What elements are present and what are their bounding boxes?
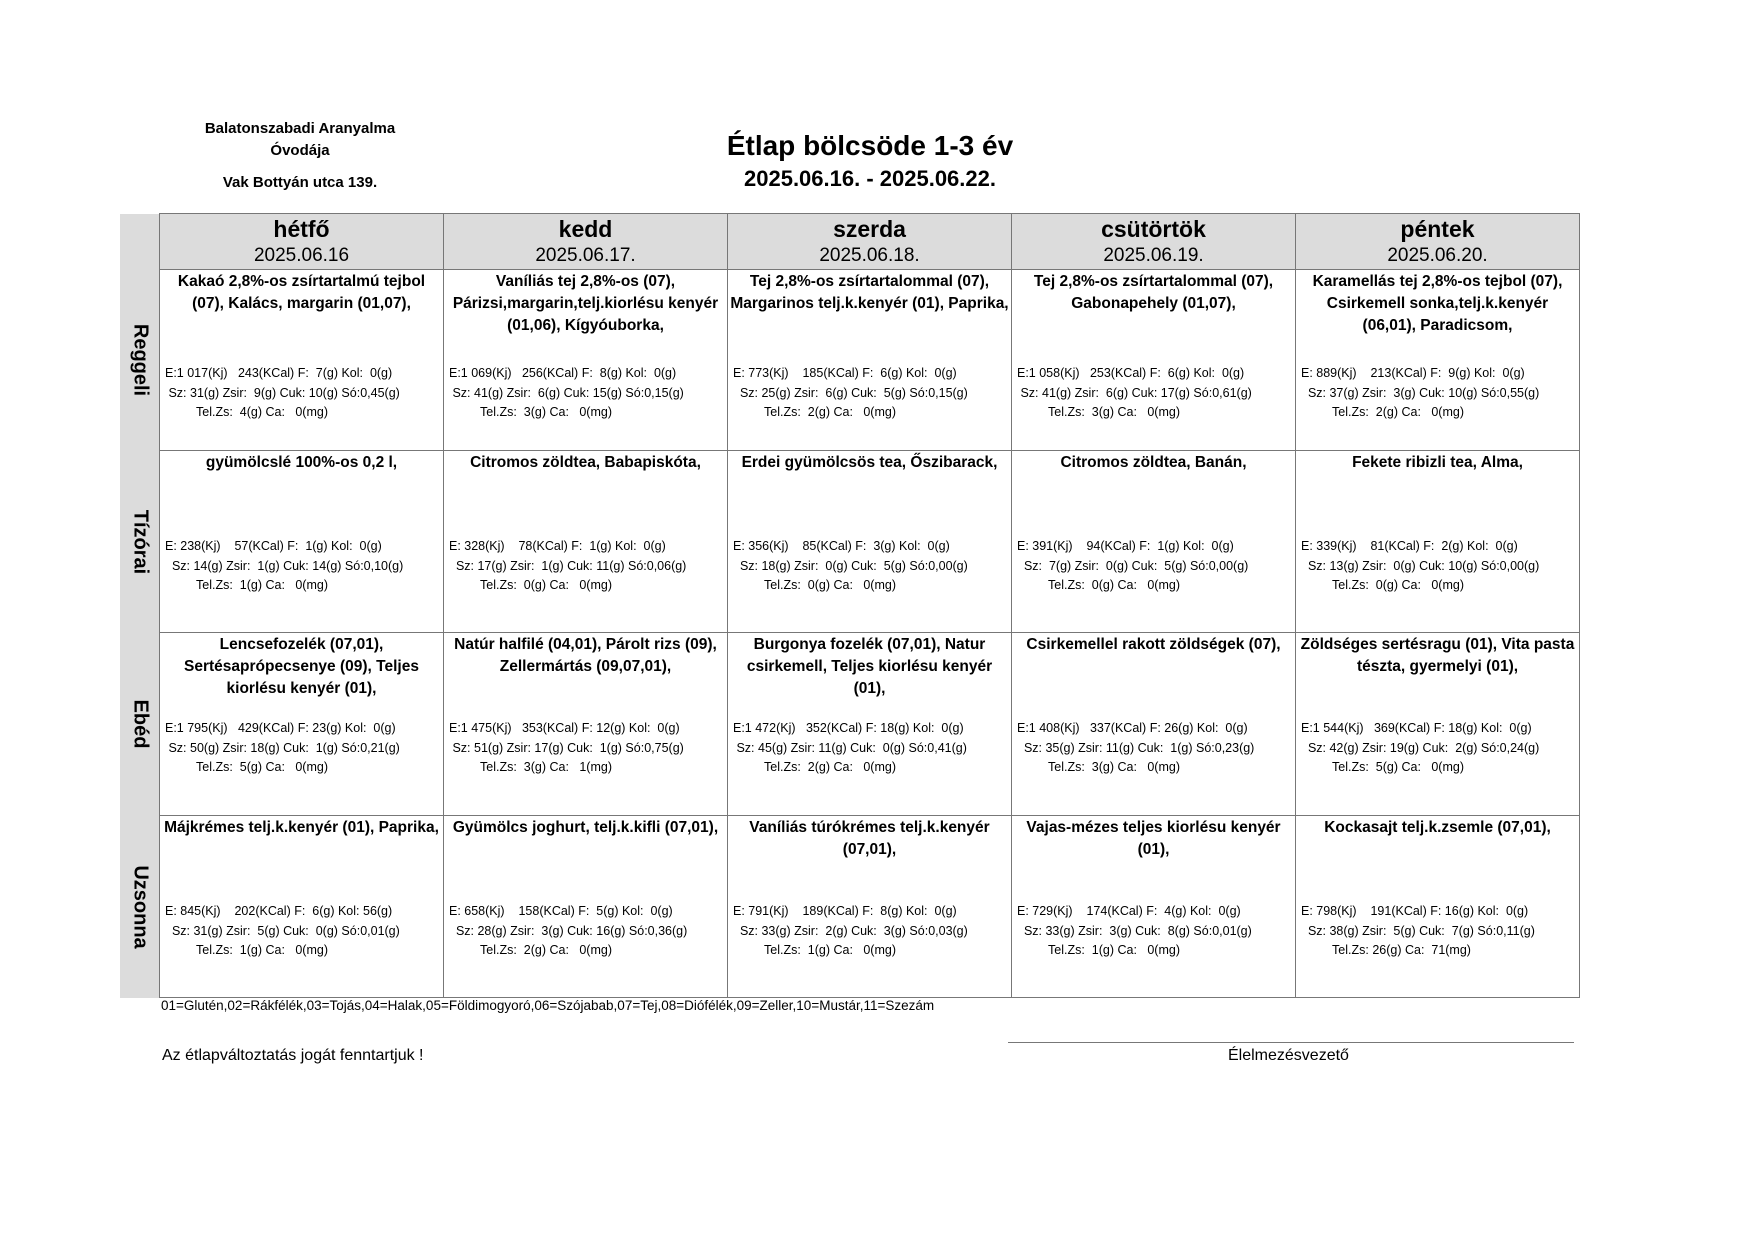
nutrition-line: Sz: 37(g) Zsir: 3(g) Cuk: 10(g) Só:0,55(g) — [1301, 385, 1540, 400]
nutrition-line: Sz: 41(g) Zsir: 6(g) Cuk: 17(g) Só:0,61(g) — [1017, 385, 1252, 400]
nutrition-info — [1017, 364, 1295, 423]
nutrition-info — [1017, 902, 1295, 961]
nutrition-line: Tel.Zs: 2(g) Ca: 0(mg) — [733, 760, 897, 774]
meal-row-tizorai — [120, 451, 1580, 633]
meal-label — [120, 270, 160, 451]
menu-cell — [160, 270, 444, 451]
nutrition-info — [1017, 719, 1295, 778]
nutrition-line: Sz: 28(g) Zsir: 3(g) Cuk: 16(g) Só:0,36(g) — [449, 923, 688, 938]
nutrition-info — [733, 719, 1011, 778]
nutrition-info — [1301, 719, 1579, 778]
nutrition-info — [165, 364, 443, 423]
meal-label-text: Uzsonna — [129, 864, 151, 949]
dish-text: Burgonya fozelék (07,01), Natur csirkemell, Teljes kiorlésu kenyér (01), — [746, 636, 993, 697]
dish-text: Vajas-mézes teljes kiorlésu kenyér (01), — [1026, 819, 1281, 858]
menu-cell — [444, 451, 728, 633]
nutrition-line: Tel.Zs: 0(g) Ca: 0(mg) — [733, 578, 897, 592]
nutrition-line: Sz: 14(g) Zsir: 1(g) Cuk: 14(g) Só:0,10(g) — [165, 558, 404, 573]
day-date: 2025.06.17. — [535, 245, 636, 266]
weekly-menu-table — [120, 213, 1580, 998]
nutrition-line: Tel.Zs: 3(g) Ca: 0(mg) — [449, 405, 613, 419]
day-name: szerda — [833, 216, 906, 242]
nutrition-line: E: 791(Kj) 189(KCal) F: 8(g) Kol: 0(g) — [733, 904, 957, 918]
menu-cell — [444, 633, 728, 816]
day-header — [444, 214, 728, 270]
nutrition-line: Tel.Zs: 2(g) Ca: 0(mg) — [1301, 405, 1465, 419]
dish-text: Vaníliás túrókrémes telj.k.kenyér (07,01), — [749, 819, 990, 858]
nutrition-line: Sz: 31(g) Zsir: 5(g) Cuk: 0(g) Só:0,01(g) — [165, 923, 400, 938]
menu-cell — [160, 633, 444, 816]
nutrition-info — [1301, 902, 1579, 961]
nutrition-line: Sz: 31(g) Zsir: 9(g) Cuk: 10(g) Só:0,45(g) — [165, 385, 400, 400]
signature-label: Élelmezésvezető — [1228, 1047, 1349, 1064]
menu-cell — [1012, 451, 1296, 633]
nutrition-line: Tel.Zs: 2(g) Ca: 0(mg) — [733, 405, 897, 419]
nutrition-info — [733, 364, 1011, 423]
institution-name — [180, 118, 420, 162]
dish-text: Fekete ribizli tea, Alma, — [1352, 454, 1523, 471]
day-header — [1012, 214, 1296, 270]
nutrition-line: Sz: 7(g) Zsir: 0(g) Cuk: 5(g) Só:0,00(g) — [1017, 558, 1249, 573]
nutrition-line: Tel.Zs: 1(g) Ca: 0(mg) — [165, 578, 329, 592]
nutrition-line: Tel.Zs: 0(g) Ca: 0(mg) — [1301, 578, 1465, 592]
meal-label-text: Tízórai — [129, 509, 151, 574]
dish-text: Lencsefozelék (07,01), Sertésaprópecsenye (09), Teljes kiorlésu kenyér (01), — [184, 636, 419, 697]
menu-cell — [728, 270, 1012, 451]
dish-text: Citromos zöldtea, Babapiskóta, — [470, 454, 701, 471]
day-header-row — [120, 214, 1580, 270]
menu-cell — [1296, 633, 1580, 816]
meal-label — [120, 816, 160, 998]
allergen-legend: 01=Glutén,02=Rákfélék,03=Tojás,04=Halak,05=Földimogyoró,06=Szójabab,07=Tej,08=Diófélék,09=Zeller,10=Mustár,11=Szezám — [161, 998, 935, 1013]
dish-text: Zöldséges sertésragu (01), Vita pasta tészta, gyermelyi (01), — [1300, 636, 1575, 675]
nutrition-line: E: 845(Kj) 202(KCal) F: 6(g) Kol: 56(g) — [165, 904, 393, 918]
dish-text: gyümölcslé 100%-os 0,2 l, — [205, 454, 398, 471]
menu-cell — [1296, 816, 1580, 998]
nutrition-line: Sz: 50(g) Zsir: 18(g) Cuk: 1(g) Só:0,21(g) — [165, 740, 400, 755]
day-name: péntek — [1400, 216, 1475, 242]
nutrition-line: E:1 408(Kj) 337(KCal) F: 26(g) Kol: 0(g) — [1017, 721, 1248, 735]
day-date: 2025.06.18. — [819, 245, 920, 266]
menu-cell — [160, 451, 444, 633]
nutrition-line: Sz: 17(g) Zsir: 1(g) Cuk: 11(g) Só:0,06(g) — [449, 558, 687, 573]
dish-text: Csirkemellel rakott zöldségek (07), — [1026, 636, 1281, 653]
nutrition-line: Sz: 42(g) Zsir: 19(g) Cuk: 2(g) Só:0,24(g) — [1301, 740, 1540, 755]
nutrition-line: Sz: 45(g) Zsir: 11(g) Cuk: 0(g) Só:0,41(g) — [733, 740, 967, 755]
nutrition-line: E: 238(Kj) 57(KCal) F: 1(g) Kol: 0(g) — [165, 539, 382, 553]
nutrition-line: Tel.Zs: 1(g) Ca: 0(mg) — [1017, 943, 1181, 957]
menu-cell — [728, 451, 1012, 633]
nutrition-line: E: 339(Kj) 81(KCal) F: 2(g) Kol: 0(g) — [1301, 539, 1518, 553]
menu-cell — [160, 816, 444, 998]
nutrition-line: Tel.Zs: 26(g) Ca: 71(mg) — [1301, 943, 1471, 957]
nutrition-line: E:1 475(Kj) 353(KCal) F: 12(g) Kol: 0(g) — [449, 721, 680, 735]
nutrition-line: E: 391(Kj) 94(KCal) F: 1(g) Kol: 0(g) — [1017, 539, 1234, 553]
nutrition-line: Tel.Zs: 0(g) Ca: 0(mg) — [1017, 578, 1181, 592]
nutrition-info — [165, 719, 443, 778]
menu-cell — [1012, 816, 1296, 998]
dish-text: Erdei gyümölcsös tea, Őszibarack, — [741, 454, 998, 471]
nutrition-line: E: 356(Kj) 85(KCal) F: 3(g) Kol: 0(g) — [733, 539, 950, 553]
table-corner — [120, 214, 160, 270]
nutrition-line: Sz: 33(g) Zsir: 2(g) Cuk: 3(g) Só:0,03(g) — [733, 923, 968, 938]
nutrition-line: Tel.Zs: 5(g) Ca: 0(mg) — [165, 760, 329, 774]
menu-cell — [728, 816, 1012, 998]
meal-row-uzsonna — [120, 816, 1580, 998]
meal-row-reggeli — [120, 270, 1580, 451]
page-title: Étlap bölcsöde 1-3 év — [726, 130, 1014, 161]
dish-text: Tej 2,8%-os zsírtartalommal (07), Margarinos telj.k.kenyér (01), Paprika, — [730, 273, 1009, 312]
nutrition-line: E:1 017(Kj) 243(KCal) F: 7(g) Kol: 0(g) — [165, 366, 393, 380]
nutrition-line: E:1 069(Kj) 256(KCal) F: 8(g) Kol: 0(g) — [449, 366, 677, 380]
nutrition-info — [449, 364, 727, 423]
nutrition-line: Sz: 41(g) Zsir: 6(g) Cuk: 15(g) Só:0,15(g) — [449, 385, 684, 400]
nutrition-line: E: 658(Kj) 158(KCal) F: 5(g) Kol: 0(g) — [449, 904, 673, 918]
nutrition-info — [449, 537, 727, 596]
nutrition-line: Tel.Zs: 3(g) Ca: 0(mg) — [1017, 760, 1181, 774]
menu-cell — [444, 816, 728, 998]
nutrition-line: Tel.Zs: 4(g) Ca: 0(mg) — [165, 405, 329, 419]
menu-cell — [1012, 633, 1296, 816]
dish-text: Kockasajt telj.k.zsemle (07,01), — [1324, 819, 1551, 836]
nutrition-info — [165, 537, 443, 596]
dish-text: Tej 2,8%-os zsírtartalommal (07), Gabonapehely (01,07), — [1033, 273, 1274, 312]
menu-cell — [1296, 451, 1580, 633]
week-date-range: 2025.06.16. - 2025.06.22. — [744, 166, 996, 191]
meal-label-text: Ebéd — [129, 699, 151, 749]
menu-cell — [1012, 270, 1296, 451]
nutrition-line: Sz: 51(g) Zsir: 17(g) Cuk: 1(g) Só:0,75(g) — [449, 740, 684, 755]
dish-text: Gyümölcs joghurt, telj.k.kifli (07,01), — [452, 819, 719, 836]
nutrition-line: E:1 795(Kj) 429(KCal) F: 23(g) Kol: 0(g) — [165, 721, 396, 735]
nutrition-info — [165, 902, 443, 961]
nutrition-line: Sz: 13(g) Zsir: 0(g) Cuk: 10(g) Só:0,00(g) — [1301, 558, 1540, 573]
day-header — [1296, 214, 1580, 270]
institution-name-line-2: Óvodája — [270, 142, 330, 159]
nutrition-line: Tel.Zs: 3(g) Ca: 0(mg) — [1017, 405, 1181, 419]
day-date: 2025.06.16 — [253, 245, 350, 266]
nutrition-line: Sz: 18(g) Zsir: 0(g) Cuk: 5(g) Só:0,00(g) — [733, 558, 968, 573]
dish-text: Vaníliás tej 2,8%-os (07), Párizsi,margarin,telj.kiorlésu kenyér (01,06), Kígyóuborka, — [452, 273, 719, 334]
nutrition-line: E: 328(Kj) 78(KCal) F: 1(g) Kol: 0(g) — [449, 539, 666, 553]
day-header — [160, 214, 444, 270]
nutrition-line: Tel.Zs: 1(g) Ca: 0(mg) — [165, 943, 329, 957]
institution-name-line-1: Balatonszabadi Aranyalma — [204, 120, 396, 137]
day-name: hétfő — [273, 216, 330, 242]
nutrition-info — [1017, 537, 1295, 596]
nutrition-line: Tel.Zs: 5(g) Ca: 0(mg) — [1301, 760, 1465, 774]
day-name: csütörtök — [1101, 216, 1206, 242]
nutrition-info — [1301, 364, 1579, 423]
day-date: 2025.06.20. — [1387, 245, 1488, 266]
nutrition-line: E: 773(Kj) 185(KCal) F: 6(g) Kol: 0(g) — [733, 366, 957, 380]
nutrition-info — [449, 719, 727, 778]
menu-cell — [728, 633, 1012, 816]
day-name: kedd — [558, 216, 613, 242]
day-header — [728, 214, 1012, 270]
nutrition-line: Sz: 35(g) Zsir: 11(g) Cuk: 1(g) Só:0,23(g) — [1017, 740, 1255, 755]
meal-label — [120, 451, 160, 633]
dish-text: Májkrémes telj.k.kenyér (01), Paprika, — [164, 819, 439, 836]
meal-label-text: Reggeli — [129, 323, 151, 397]
nutrition-line: Sz: 38(g) Zsir: 5(g) Cuk: 7(g) Só:0,11(g) — [1301, 923, 1535, 938]
dish-text: Kakaó 2,8%-os zsírtartalmú tejbol (07), Kalács, margarin (01,07), — [177, 273, 426, 312]
meal-label — [120, 633, 160, 816]
meal-row-ebed — [120, 633, 1580, 816]
nutrition-line: Sz: 25(g) Zsir: 6(g) Cuk: 5(g) Só:0,15(g) — [733, 385, 968, 400]
change-notice: Az étlapváltoztatás jogát fenntartjuk ! — [162, 1047, 424, 1064]
dish-text: Citromos zöldtea, Banán, — [1060, 454, 1247, 471]
nutrition-line: E:1 058(Kj) 253(KCal) F: 6(g) Kol: 0(g) — [1017, 366, 1245, 380]
nutrition-line: Tel.Zs: 0(g) Ca: 0(mg) — [449, 578, 613, 592]
nutrition-info — [733, 537, 1011, 596]
nutrition-line: Tel.Zs: 3(g) Ca: 1(mg) — [449, 760, 613, 774]
nutrition-line: E:1 544(Kj) 369(KCal) F: 18(g) Kol: 0(g) — [1301, 721, 1532, 735]
nutrition-line: E: 889(Kj) 213(KCal) F: 9(g) Kol: 0(g) — [1301, 366, 1525, 380]
nutrition-line: E: 798(Kj) 191(KCal) F: 16(g) Kol: 0(g) — [1301, 904, 1529, 918]
dish-text: Natúr halfilé (04,01), Párolt rizs (09), Zellermártás (09,07,01), — [454, 636, 717, 675]
nutrition-line: Sz: 33(g) Zsir: 3(g) Cuk: 8(g) Só:0,01(g) — [1017, 923, 1252, 938]
menu-cell — [1296, 270, 1580, 451]
dish-text: Karamellás tej 2,8%-os tejbol (07), Csirkemell sonka,telj.k.kenyér (06,01), Paradicsom, — [1312, 273, 1563, 334]
nutrition-line: E: 729(Kj) 174(KCal) F: 4(g) Kol: 0(g) — [1017, 904, 1241, 918]
nutrition-info — [1301, 537, 1579, 596]
day-date: 2025.06.19. — [1103, 245, 1204, 266]
menu-cell — [444, 270, 728, 451]
signature-line — [1008, 1042, 1574, 1043]
nutrition-line: Tel.Zs: 2(g) Ca: 0(mg) — [449, 943, 613, 957]
nutrition-line: E:1 472(Kj) 352(KCal) F: 18(g) Kol: 0(g) — [733, 721, 964, 735]
nutrition-line: Tel.Zs: 1(g) Ca: 0(mg) — [733, 943, 897, 957]
nutrition-info — [733, 902, 1011, 961]
nutrition-info — [449, 902, 727, 961]
institution-address: Vak Bottyán utca 139. — [222, 174, 378, 191]
